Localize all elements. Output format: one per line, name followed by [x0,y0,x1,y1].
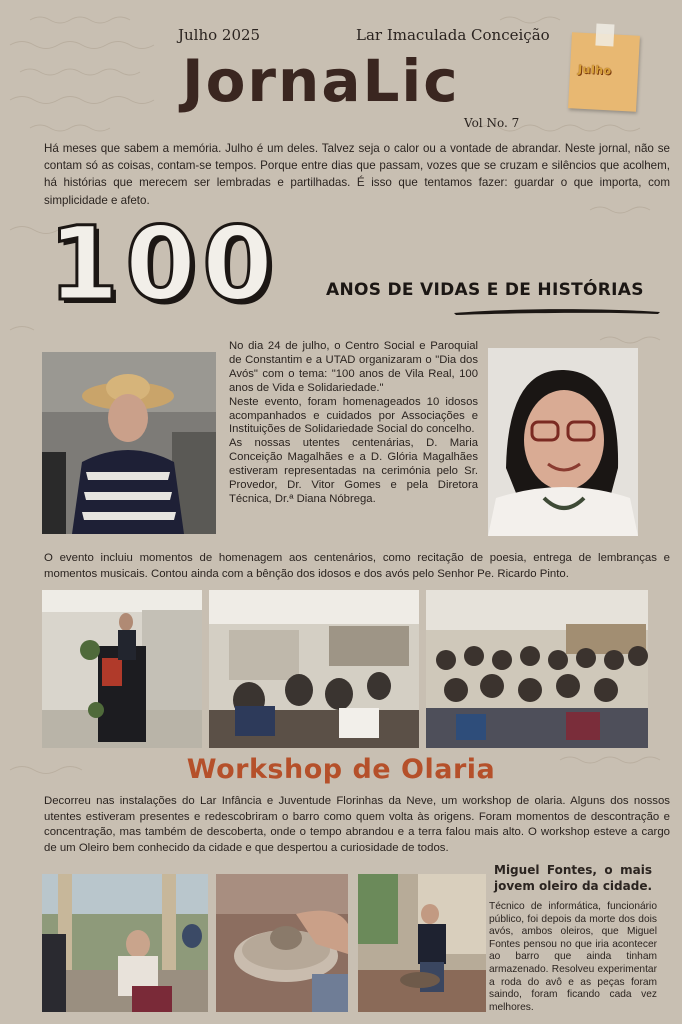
brush-stroke-underline [452,307,662,316]
event-summary: O evento incluiu momentos de homenagem aos centenários, como recitação de poesia, entrega de lembranças e momentos musicais. Contou ainda com a bênção dos idosos e dos avós pelo Senhor Pe. Ricardo Pinto. [44,552,670,580]
intro-paragraph: Há meses que sabem a memória. Julho é um deles. Talvez seja o calor ou a vontade de abrandar. Neste jornal, não se contam só as coisas, contam-se tempos. Porque entre dias que passam, vozes que se cruzam e silêncios que acolhem, há histórias que merecem ser lembradas e partilhadas. É isso que tentamos fazer: guardar o que importa, com simplicidade e afeto. [44,142,670,207]
newsletter-title: JornaLic [182,47,460,115]
centenary-subtitle: ANOS DE VIDAS E DE HISTÓRIAS [326,280,644,300]
photo-event-speaker-podium [42,590,202,748]
centenary-number: 100 [48,205,279,324]
month-sticky-note [568,32,640,111]
photo-elderly-woman-portrait [488,348,638,536]
centenary-paragraph: No dia 24 de julho, o Centro Social e Paroquial de Constantim e a UTAD organizaram o "Dia dos Avós" com o tema: "100 anos de Vila Real, 100 anos de Vida e Solidariedade." [229,340,478,394]
workshop-paragraph: Decorreu nas instalações do Lar Infância e Juventude Florinhas da Neve, um workshop de olaria. Alguns dos nossos utentes estiveram presentes e redescobriram o barro como quem volta às origens. Foram momentos de descontração e concentração, mas também de descoberta, onde o tempo abrandou e a terra falou mais alto. O workshop esteve a cargo de um Oleiro bem conhecido da cidade e que despertou a curiosidade de todos. [44,795,670,854]
workshop-title: Workshop de Olaria [186,754,496,785]
photo-pottery-wheel [216,874,348,1012]
photo-event-audience-hall [209,590,419,748]
centenary-paragraph: Neste evento, foram homenageados 10 idosos acompanhados e cuidados por Associações e Instituições de Solidariedade Social do concelho. [229,395,478,436]
photo-elderly-woman-hat [42,352,216,534]
volume-number: Vol No. 7 [464,116,520,130]
organization-name: Lar Imaculada Conceição [356,26,550,44]
tape-strip [595,24,614,47]
profile-paragraph: Técnico de informática, funcionário público, foi depois da morte dos dois avós, ambos oleiros, que Miguel Fontes pensou no que iria acontecer ao barro que ainda tinham armazenado. Resolveu experimentar a roda do avô e as peças foram saindo, foram ficando cada vez melhores. [489,901,657,1013]
profile-title: Miguel Fontes, o mais jovem oleiro da cidade. [494,863,653,893]
photo-potter-at-wheel [358,874,486,1012]
centenary-paragraph: As nossas utentes centenárias, D. Maria Conceição Magalhães e a D. Glória Magalhães estiveram representadas na cerimónia pelo Sr. Provedor, Dr. Vitor Gomes e pela Diretora Técnica, Dr.ª Diana Nóbrega. [229,437,478,505]
photo-workshop-residents-outdoor [42,874,208,1012]
centenary-article [229,340,478,507]
issue-date: Julho 2025 [178,26,261,44]
month-note-label: Julho [577,62,613,78]
photo-event-full-audience [426,590,648,748]
